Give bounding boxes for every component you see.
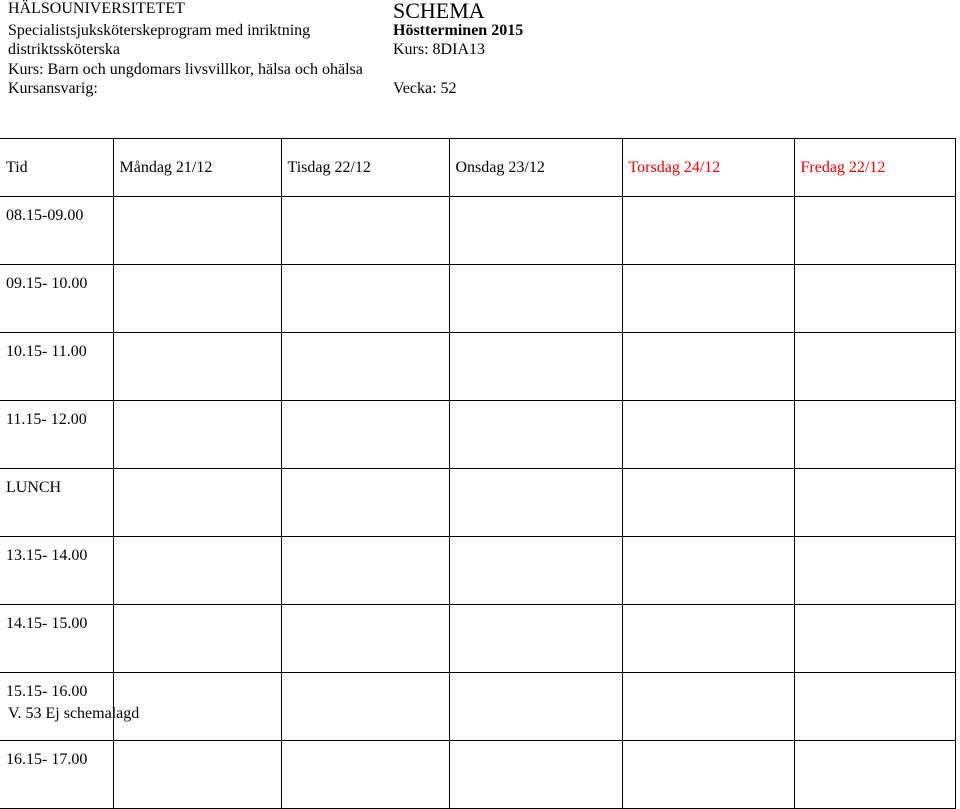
term-label: Höstterminen 2015	[393, 22, 524, 39]
page-title: SCHEMA	[393, 0, 485, 23]
week-label: Vecka: 52	[393, 80, 457, 97]
schedule-cell-thursday	[622, 265, 794, 333]
schedule-cell-monday	[113, 741, 281, 809]
schedule-cell-thursday	[622, 333, 794, 401]
table-row	[0, 469, 955, 537]
column-header-thursday: Torsdag 24/12	[622, 139, 794, 197]
schedule-cell-monday	[113, 537, 281, 605]
schedule-cell-wednesday	[449, 265, 622, 333]
schedule-cell-friday	[794, 333, 955, 401]
schedule-cell-thursday	[622, 401, 794, 469]
time-slot-label: 09.15- 10.00	[0, 265, 113, 333]
schedule-cell-friday	[794, 605, 955, 673]
time-slot-label: LUNCH	[0, 469, 113, 537]
table-row	[0, 741, 955, 809]
schedule-cell-thursday	[622, 605, 794, 673]
table-row	[0, 333, 955, 401]
schedule-cell-friday	[794, 469, 955, 537]
schedule-cell-friday	[794, 537, 955, 605]
schedule-cell-tuesday	[281, 673, 449, 741]
schedule-cell-monday	[113, 333, 281, 401]
time-slot-label: 16.15- 17.00	[0, 741, 113, 809]
schedule-cell-wednesday	[449, 197, 622, 265]
schedule-cell-tuesday	[281, 741, 449, 809]
table-row	[0, 537, 955, 605]
schedule-cell-friday	[794, 197, 955, 265]
schedule-cell-thursday	[622, 469, 794, 537]
schedule-table	[0, 138, 956, 809]
schedule-cell-monday	[113, 605, 281, 673]
schedule-cell-friday	[794, 741, 955, 809]
schedule-cell-tuesday	[281, 333, 449, 401]
course-responsible: Kursansvarig:	[8, 80, 98, 97]
time-slot-label: 08.15-09.00	[0, 197, 113, 265]
schedule-cell-monday	[113, 401, 281, 469]
time-slot-label: 15.15- 16.00	[0, 673, 113, 741]
schedule-cell-tuesday	[281, 197, 449, 265]
column-header-tuesday: Tisdag 22/12	[281, 139, 449, 197]
schedule-cell-monday	[113, 197, 281, 265]
time-slot-label: 10.15- 11.00	[0, 333, 113, 401]
column-header-monday: Måndag 21/12	[113, 139, 281, 197]
table-row	[0, 197, 955, 265]
schedule-cell-thursday	[622, 673, 794, 741]
schedule-cell-tuesday	[281, 537, 449, 605]
schedule-cell-wednesday	[449, 673, 622, 741]
schedule-cell-monday	[113, 265, 281, 333]
schedule-cell-wednesday	[449, 333, 622, 401]
schedule-cell-friday	[794, 265, 955, 333]
schedule-cell-wednesday	[449, 537, 622, 605]
time-slot-label: 14.15- 15.00	[0, 605, 113, 673]
time-slot-label: 13.15- 14.00	[0, 537, 113, 605]
column-header-time: Tid	[0, 139, 113, 197]
schedule-cell-thursday	[622, 197, 794, 265]
schedule-header-row	[0, 139, 955, 197]
schedule-cell-thursday	[622, 537, 794, 605]
schedule-cell-monday	[113, 469, 281, 537]
program-specialization: distriktssköterska	[8, 41, 120, 58]
table-row	[0, 605, 955, 673]
schedule-cell-wednesday	[449, 401, 622, 469]
schedule-cell-friday	[794, 401, 955, 469]
schedule-cell-wednesday	[449, 741, 622, 809]
table-row	[0, 265, 955, 333]
schedule-cell-friday	[794, 673, 955, 741]
course-name: Kurs: Barn och ungdomars livsvillkor, hälsa och ohälsa	[8, 61, 363, 78]
column-header-friday: Fredag 22/12	[794, 139, 955, 197]
schedule-cell-tuesday	[281, 265, 449, 333]
course-code: Kurs: 8DIA13	[393, 41, 485, 58]
footer-note: V. 53 Ej schemalagd	[8, 705, 140, 722]
org-name: HÄLSOUNIVERSITETET	[8, 0, 185, 17]
time-slot-label: 11.15- 12.00	[0, 401, 113, 469]
schedule-cell-wednesday	[449, 469, 622, 537]
schedule-cell-thursday	[622, 741, 794, 809]
program-name: Specialistsjuksköterskeprogram med inriktning	[8, 22, 311, 39]
schedule-cell-wednesday	[449, 605, 622, 673]
table-row	[0, 401, 955, 469]
table-row	[0, 673, 955, 741]
schedule-cell-tuesday	[281, 605, 449, 673]
column-header-wednesday: Onsdag 23/12	[449, 139, 622, 197]
schedule-cell-tuesday	[281, 469, 449, 537]
schedule-cell-tuesday	[281, 401, 449, 469]
